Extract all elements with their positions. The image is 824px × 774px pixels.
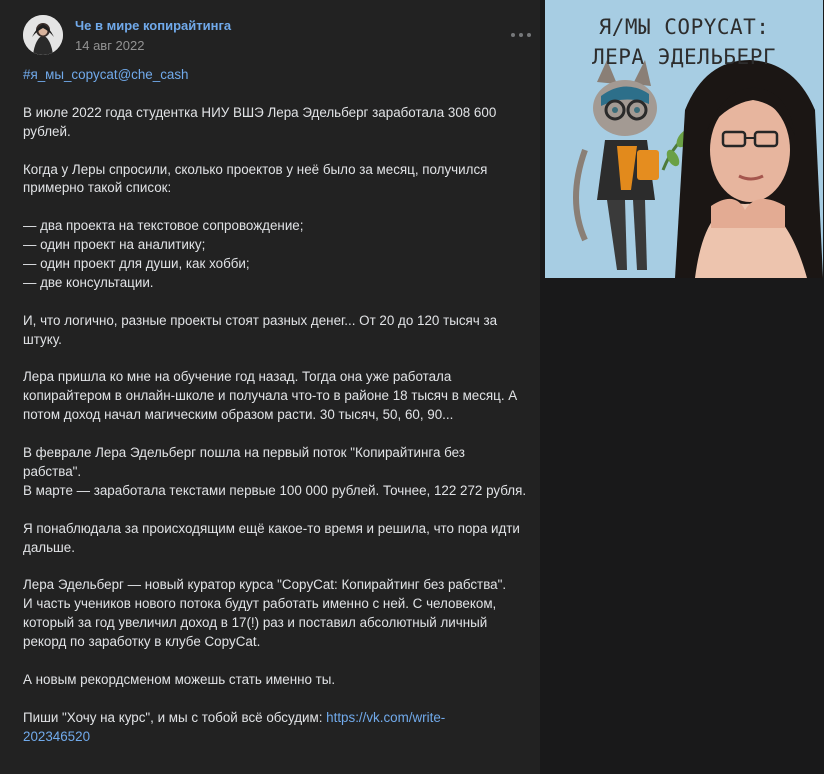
post-line: И часть учеников нового потока будут работать именно с ней. С человеком, [23, 596, 497, 612]
post-paragraph [23, 104, 535, 142]
post-line: Лера пришла ко мне на обучение год назад. Тогда она уже работала [23, 369, 452, 385]
more-dots-icon[interactable] [511, 27, 531, 43]
post-line: И, что логично, разные проекты стоят разных денег... От 20 до 120 тысяч за [23, 312, 498, 328]
post-line: рекорд по заработку в клубе CopyCat. [23, 634, 261, 650]
post-line: Лера Эдельберг — новый куратор курса "CopyCat: Копирайтинг без рабства". [23, 577, 507, 593]
post-line: потом доход начал магическим образом расти. 30 тысяч, 50, 60, 90... [23, 407, 454, 423]
cta-link-continued[interactable]: 202346520 [23, 728, 91, 744]
post-paragraph [23, 444, 535, 501]
post-line: который за год увеличил доход в 17(!) раз и поставил абсолютный личный [23, 615, 488, 631]
post-line: примерно такой список: [23, 180, 172, 196]
cta-text: Пиши "Хочу на курс", и мы с тобой всё обсудим: [23, 709, 327, 725]
post-line: рублей. [23, 123, 71, 139]
post-line: рабства". [23, 463, 82, 479]
post-paragraph [23, 312, 535, 350]
author-name-link[interactable]: Че в мире копирайтинга [75, 18, 232, 33]
post-line: В феврале Лера Эдельберг пошла на первый поток "Копирайтинга без [23, 445, 465, 461]
post-line: В марте — заработала текстами первые 100 000 рублей. Точнее, 122 272 рубля. [23, 482, 527, 498]
post-line: штуку. [23, 331, 62, 347]
post-line: — один проект на аналитику; [23, 237, 206, 253]
post-paragraph [23, 368, 535, 425]
community-avatar[interactable] [23, 15, 63, 55]
avatar-photo-icon [23, 15, 63, 55]
post-date[interactable]: 14 авг 2022 [75, 38, 145, 53]
post-line: — две консультации. [23, 274, 154, 290]
image-caption-line1: Я/МЫ COPYCAT: [598, 15, 770, 39]
image-caption-line2: ЛЕРА ЭДЕЛЬБЕРГ [591, 45, 776, 69]
post-image[interactable] [545, 0, 823, 278]
post-line: А новым рекордсменом можешь стать именно ты. [23, 671, 336, 687]
cta-paragraph [23, 709, 535, 747]
post-paragraph [23, 671, 535, 690]
post-text [23, 66, 535, 765]
post-line: Когда у Леры спросили, сколько проектов у неё было за месяц, получился [23, 161, 488, 177]
post-line: Я понаблюдала за происходящим ещё какое-то время и решила, что пора идти [23, 520, 520, 536]
post-paragraph [23, 520, 535, 558]
post-paragraph [23, 161, 535, 199]
image-caption [545, 12, 823, 72]
post-paragraphs [23, 104, 535, 690]
post-line: дальше. [23, 539, 75, 555]
cta-link[interactable]: https://vk.com/write- [326, 709, 446, 725]
post-line: В июле 2022 года студентка НИУ ВШЭ Лера Эдельберг заработала 308 600 [23, 104, 497, 120]
post-paragraph [23, 576, 535, 652]
post-line: — два проекта на текстовое сопровождение; [23, 218, 304, 234]
post-paragraph [23, 217, 535, 293]
post-line: копирайтером в онлайн-школе и получала что-то в районе 18 тысяч в месяц. А [23, 388, 518, 404]
post-line: — один проект для души, как хобби; [23, 256, 250, 272]
hashtag-link[interactable]: #я_мы_copycat@che_cash [23, 67, 189, 82]
